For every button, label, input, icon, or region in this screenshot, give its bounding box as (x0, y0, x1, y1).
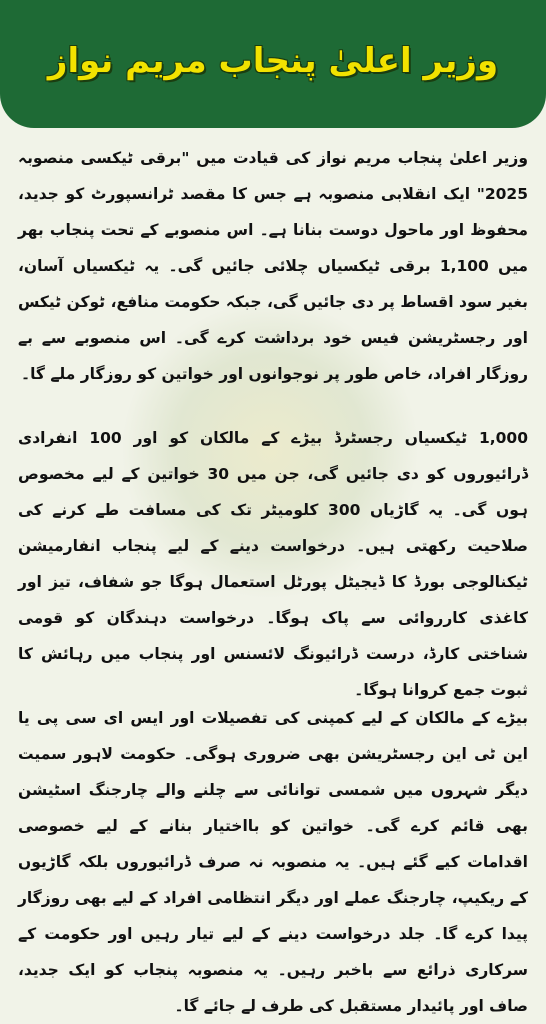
page-title: وزیر اعلیٰ پنجاب مریم نواز (47, 41, 499, 81)
paragraph-intro: وزیر اعلیٰ پنجاب مریم نواز کی قیادت میں "برقی ٹیکسی منصوبہ 2025" ایک انقلابی منصوبہ ہے جس کا مقصد ٹرانسپورٹ کو جدید، محفوظ اور ماحول دوست بنانا ہے۔ اس منصوبے کے تحت پنجاب بھر میں 1,100 برقی ٹیکسیاں چلائی جائیں گی۔ یہ ٹیکسیاں آسان، بغیر سود اقساط پر دی جائیں گی، جبکہ حکومت منافع، ٹوکن ٹیکس اور رجسٹریشن فیس خود برداشت کرے گی۔ اس منصوبے سے بے روزگار افراد، خاص طور پر نوجوانوں اور خواتین کو روزگار ملے گا۔ (18, 149, 528, 383)
article-body (18, 140, 528, 1016)
header-banner (0, 0, 546, 128)
paragraph-allocation: 1,000 ٹیکسیاں رجسٹرڈ بیڑے کے مالکان کو اور 100 انفرادی ڈرائیوروں کو دی جائیں گی، جن میں 30 خواتین کے لیے مخصوص ہوں گی۔ یہ گاڑیاں 300 کلومیٹر تک کی مسافت طے کرنے کی صلاحیت رکھتی ہیں۔ درخواست دینے کے لیے پنجاب انفارمیشن ٹیکنالوجی بورڈ کا ڈیجیٹل پورٹل استعمال ہوگا جو شفاف، تیز اور کاغذی کارروائی سے پاک ہوگا۔ درخواست دہندگان کو قومی شناختی کارڈ، درست ڈرائیونگ لائسنس اور پنجاب میں رہائش کا ثبوت جمع کروانا ہوگا۔ (18, 429, 529, 699)
paragraph-requirements: بیڑے کے مالکان کے لیے کمپنی کی تفصیلات اور ایس ای سی پی یا این ٹی این رجسٹریشن بھی ضروری ہوگی۔ حکومت لاہور سمیت دیگر شہروں میں شمسی توانائی سے چلنے والے چارجنگ اسٹیشن بھی قائم کرے گی۔ خواتین کو بااختیار بنانے کے لیے خصوصی اقدامات کیے گئے ہیں۔ یہ منصوبہ نہ صرف ڈرائیوروں بلکہ گاڑیوں کے ریکیپ، چارجنگ عملے اور دیگر انتظامی افراد کے لیے بھی روزگار پیدا کرے گا۔ جلد درخواست دینے کے لیے تیار رہیں اور حکومت کے سرکاری ذرائع سے باخبر رہیں۔ یہ منصوبہ پنجاب کو ایک جدید، صاف اور پائیدار مستقبل کی طرف لے جائے گا۔ (18, 709, 528, 1015)
